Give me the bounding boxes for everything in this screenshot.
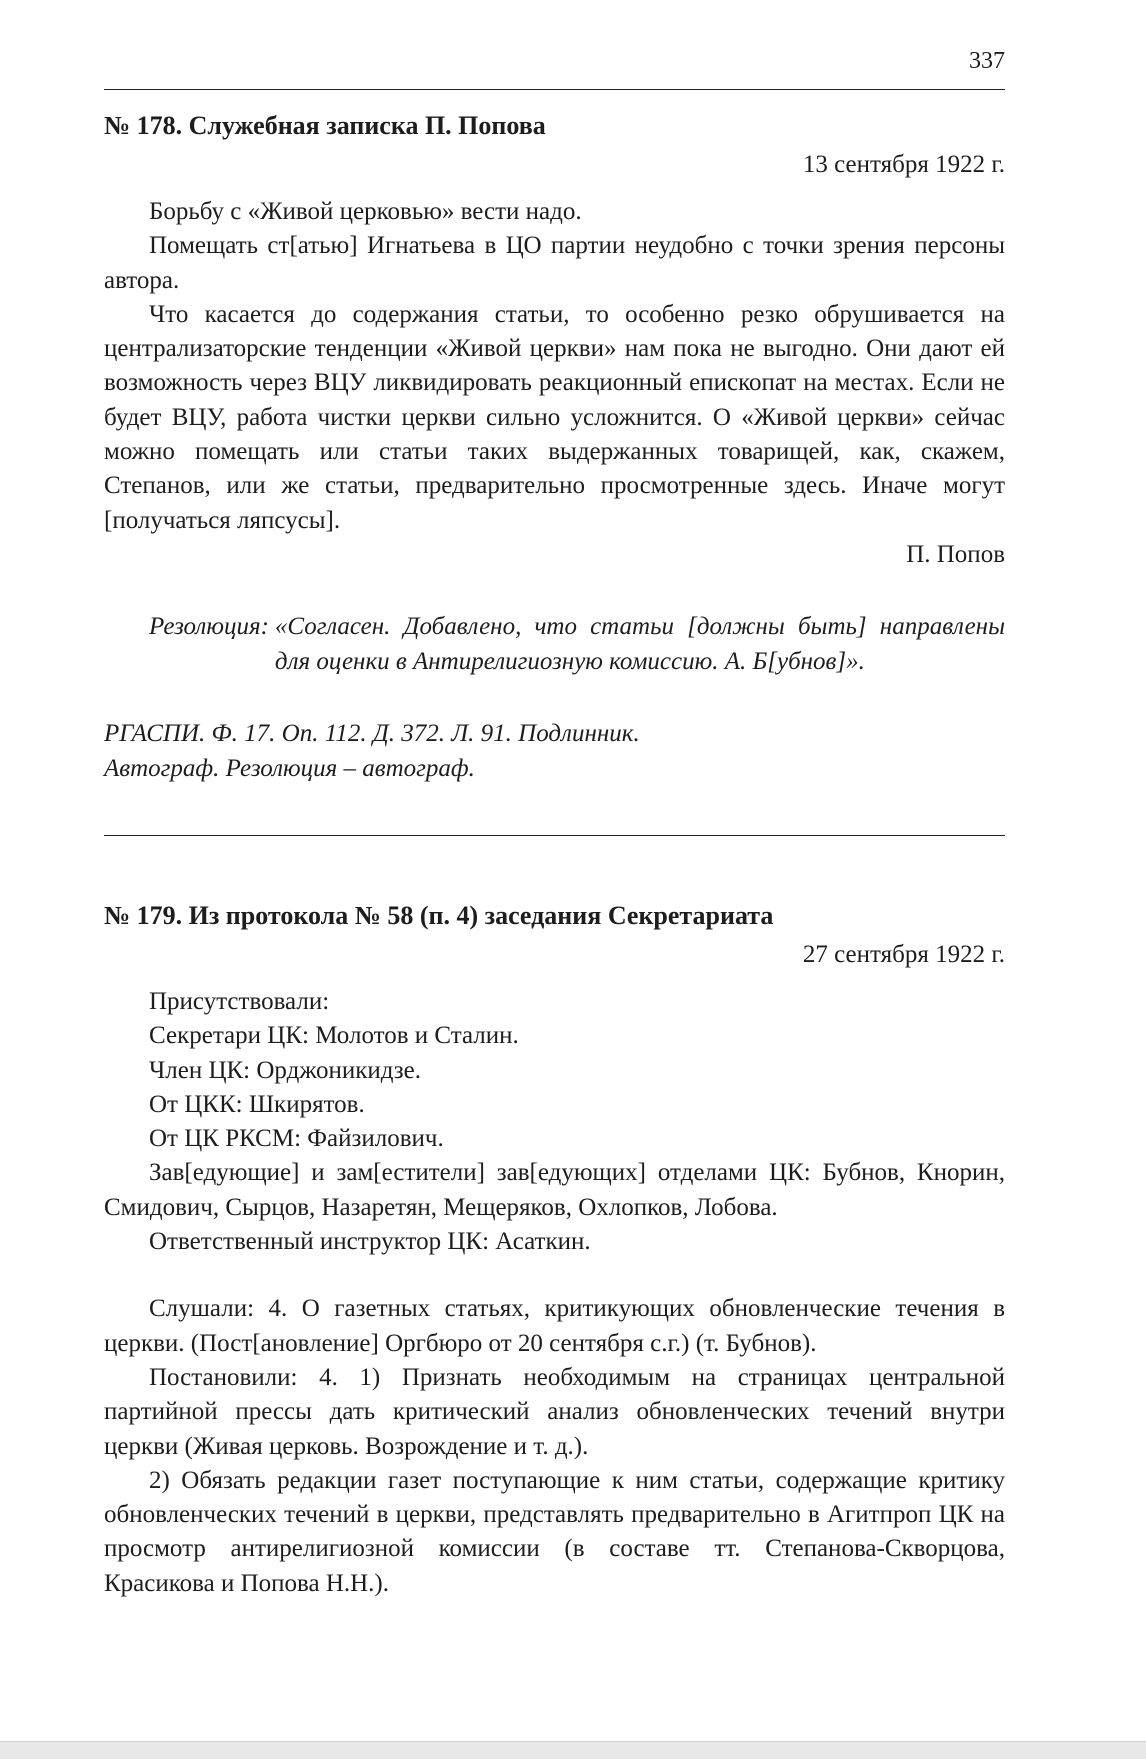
attendee-line: Секретари ЦК: Молотов и Сталин. (149, 1022, 519, 1050)
resolution-label: Резолюция: (149, 612, 269, 640)
section-divider (104, 835, 1005, 836)
archive-line: РГАСПИ. Ф. 17. Оп. 112. Д. 372. Л. 91. Подлинник. (104, 719, 640, 747)
decided-paragraph: Постановили: 4. 1) Признать необходимым на страницах центральной партийной прессы дать критический анализ обновленческих течений внутри церкви (Живая церковь. Возрождение и т. д.). (104, 1363, 1005, 1460)
attendee-line: Член ЦК: Орджоникидзе. (149, 1056, 421, 1084)
decided-paragraph: 2) Обязать редакции газет поступающие к ним статьи, содержащие критику обновленческих течений в церкви, представлять предварительно в Агитпроп ЦК на просмотр антирелигиозной комиссии (в составе тт. Степанова-Скворцова, Красикова и Попова Н.Н.). (104, 1466, 1005, 1597)
resolution-text: «Согласен. Добавлено, что статьи [должны быть] направлены для оценки в Антирелигиозную комиссию. А. Б[убнов]». (274, 612, 1005, 675)
document-heading: № 178. Служебная записка П. Попова (104, 111, 546, 140)
heard-paragraph: Слушали: 4. О газетных статьях, критикующих обновленческие течения в церкви. (Пост[ановление] Оргбюро от 20 сентября с.г.) (т. Бубнов). (104, 1295, 1005, 1357)
attendee-line: От ЦКК: Шкирятов. (149, 1090, 365, 1118)
document-heading: № 179. Из протокола № 58 (п. 4) заседания Секретариата (104, 901, 774, 930)
resolution (104, 609, 1005, 679)
header-rule (104, 89, 1005, 90)
attendee-line: Ответственный инструктор ЦК: Асаткин. (149, 1228, 591, 1256)
attendee-line: Присутствовали: (149, 988, 330, 1015)
scan-bottom-edge (0, 1741, 1146, 1759)
attendee-line: От ЦК РКСМ: Файзилович. (149, 1125, 444, 1153)
signature: П. Попов (906, 540, 1005, 568)
document-date: 13 сентября 1922 г. (802, 151, 1005, 178)
paragraph: Помещать ст[атью] Игнатьева в ЦО партии неудобно с точки зрения персоны автора. (104, 232, 1005, 294)
attendee-line: Зав[едующие] и зам[естители] зав[едующих] отделами ЦК: Бубнов, Кнорин, Смидович, Сырцов, Назаретян, Мещеряков, Охлопков, Лобова. (104, 1159, 1005, 1221)
page-number: 337 (969, 48, 1005, 74)
archive-reference (104, 716, 1005, 786)
archive-line: Автограф. Резолюция – автограф. (104, 754, 475, 782)
paragraph: Борьбу с «Живой церковью» вести надо. (149, 198, 582, 225)
paragraph: Что касается до содержания статьи, то особенно резко обрушивается на централизаторские тенденции «Живой церкви» нам пока не выгодно. Они дают ей возможность через ВЦУ ликвидировать реакционный епископат на местах. Если не будет ВЦУ, работа чистки церкви сильно усложнится. О «Живой церкви» сейчас можно помещать или статьи таких выдержанных товарищей, как, скажем, Степанов, или же статьи, предварительно просмотренные здесь. Иначе могут [получаться ляпсусы]. (104, 300, 1005, 534)
document-178 (104, 106, 1005, 786)
document-179 (104, 896, 1005, 1601)
document-date: 27 сентября 1922 г. (802, 941, 1005, 968)
